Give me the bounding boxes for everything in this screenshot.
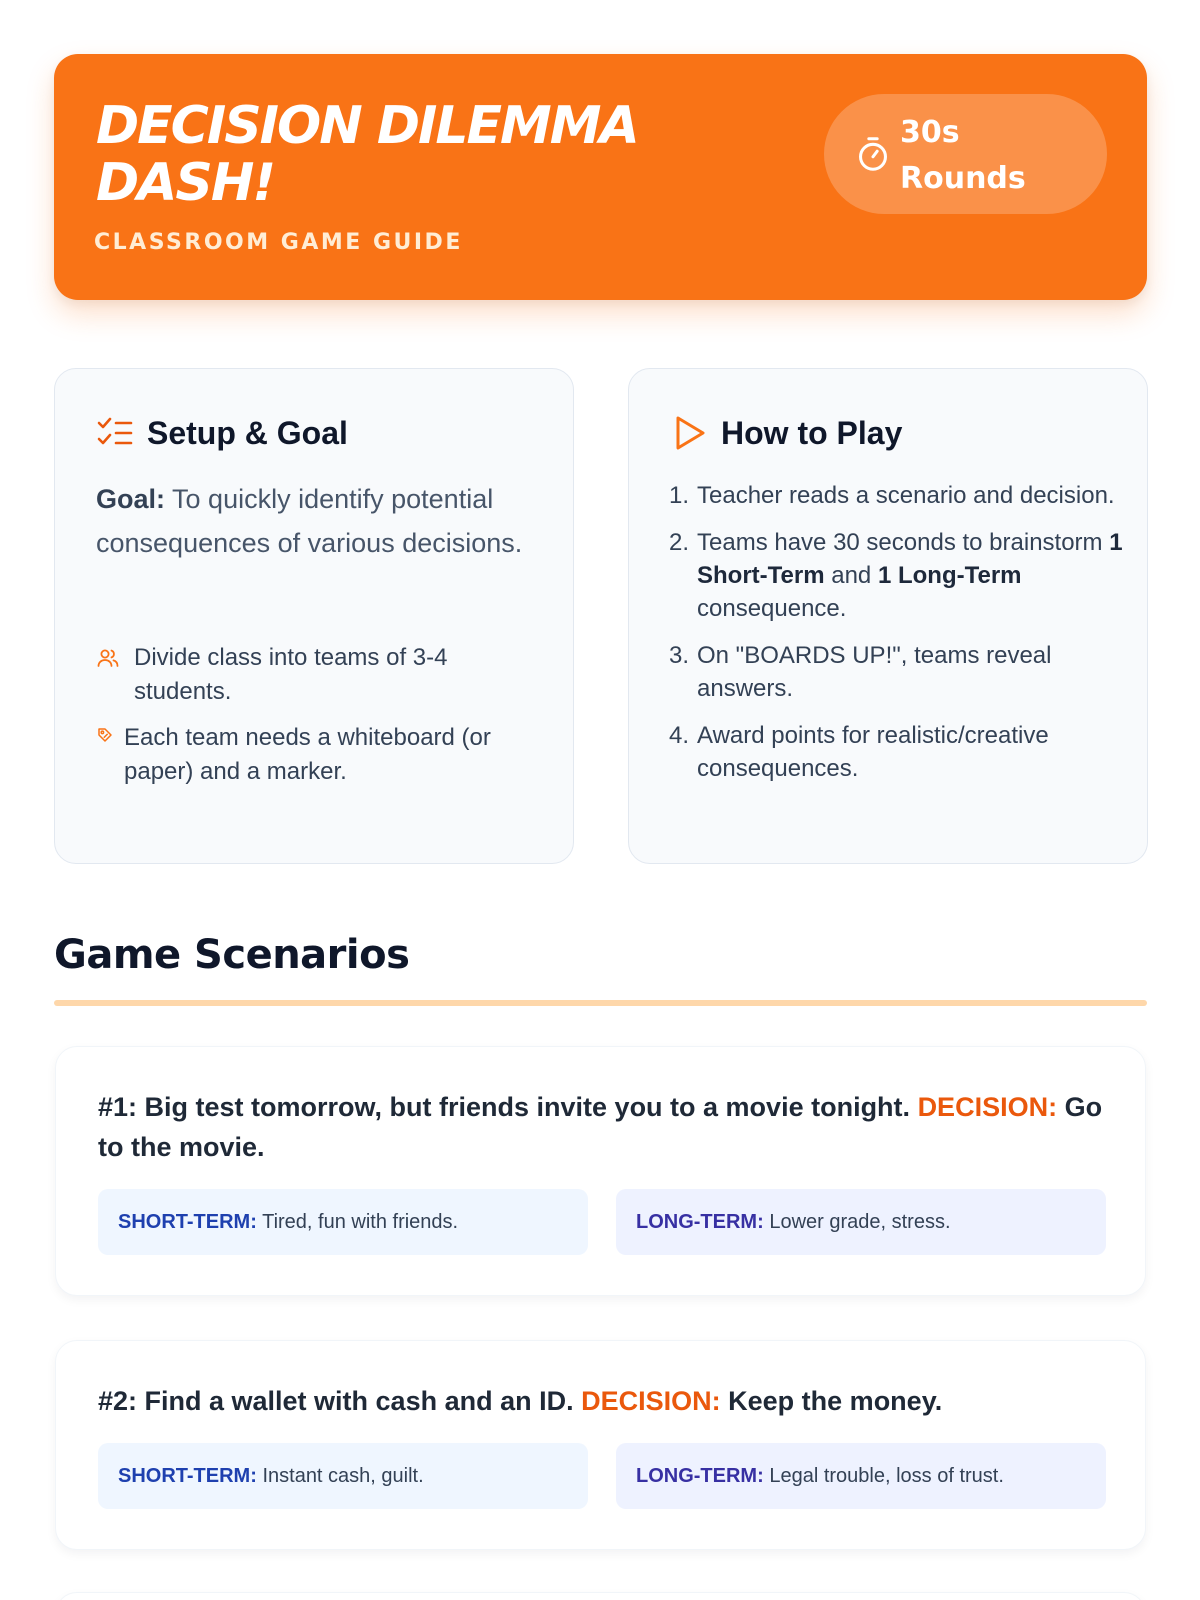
decision-label: DECISION: xyxy=(581,1386,721,1416)
long-term-consequence: LONG-TERM: Lower grade, stress. xyxy=(616,1189,1106,1255)
users-icon xyxy=(96,646,120,670)
steps-list xyxy=(669,479,1129,799)
step-item: 2. Teams have 30 seconds to brainstorm 1 Short-Term and 1 Long-Term consequence. xyxy=(669,529,1123,622)
step-item: 1. Teacher reads a scenario and decision. xyxy=(669,482,1115,509)
setup-item-teams xyxy=(96,641,536,709)
short-term-consequence: SHORT-TERM: Instant cash, guilt. xyxy=(98,1443,588,1509)
step-item: 4. Award points for realistic/creative consequences. xyxy=(669,722,1049,782)
how-to-play-heading-label: How to Play xyxy=(721,414,903,451)
setup-item-text: Each team needs a whiteboard (or paper) and a marker. xyxy=(124,724,491,785)
decision-label: DECISION: xyxy=(917,1092,1058,1122)
hero-banner xyxy=(54,54,1147,300)
scenario-card xyxy=(55,1046,1146,1296)
how-to-play-card xyxy=(628,368,1148,864)
page-title: DECISION DILEMMA DASH! xyxy=(96,96,638,214)
setup-item-text: Divide class into teams of 3-4 students. xyxy=(134,644,448,705)
rounds-label: 30s Rounds xyxy=(900,115,1026,196)
scenario-card-partial xyxy=(55,1592,1146,1600)
scenario-card xyxy=(55,1340,1146,1550)
scenarios-title: Game Scenarios xyxy=(54,932,410,978)
stopwatch-icon xyxy=(856,136,890,172)
setup-item-materials xyxy=(96,721,536,789)
setup-heading xyxy=(95,413,348,453)
how-to-play-heading xyxy=(669,413,902,453)
rounds-badge xyxy=(824,94,1107,214)
checklist-icon xyxy=(95,413,135,453)
long-term-consequence: LONG-TERM: Legal trouble, loss of trust. xyxy=(616,1443,1106,1509)
goal-label: Goal: xyxy=(96,484,166,514)
goal-text: To quickly identify potential consequences of various decisions. xyxy=(96,484,523,558)
decision-text: Keep the money. xyxy=(728,1386,943,1416)
scenario-prompt: #2: Find a wallet with cash and an ID. DECISION: Keep the money. xyxy=(98,1386,943,1416)
short-term-consequence: SHORT-TERM: Tired, fun with friends. xyxy=(98,1189,588,1255)
play-icon xyxy=(669,413,709,453)
goal-statement xyxy=(96,477,546,565)
marker-icon xyxy=(96,726,114,744)
step-item: 3. On "BOARDS UP!", teams reveal answers. xyxy=(669,642,1052,702)
scenario-prompt: #1: Big test tomorrow, but friends invite you to a movie tonight. DECISION: Go to the movie. xyxy=(98,1092,1103,1162)
decision-text: Go to the movie. xyxy=(98,1092,1103,1162)
page-subtitle: CLASSROOM GAME GUIDE xyxy=(94,230,463,255)
setup-goal-card xyxy=(54,368,574,864)
section-divider xyxy=(54,1000,1147,1006)
setup-heading-label: Setup & Goal xyxy=(147,414,348,451)
